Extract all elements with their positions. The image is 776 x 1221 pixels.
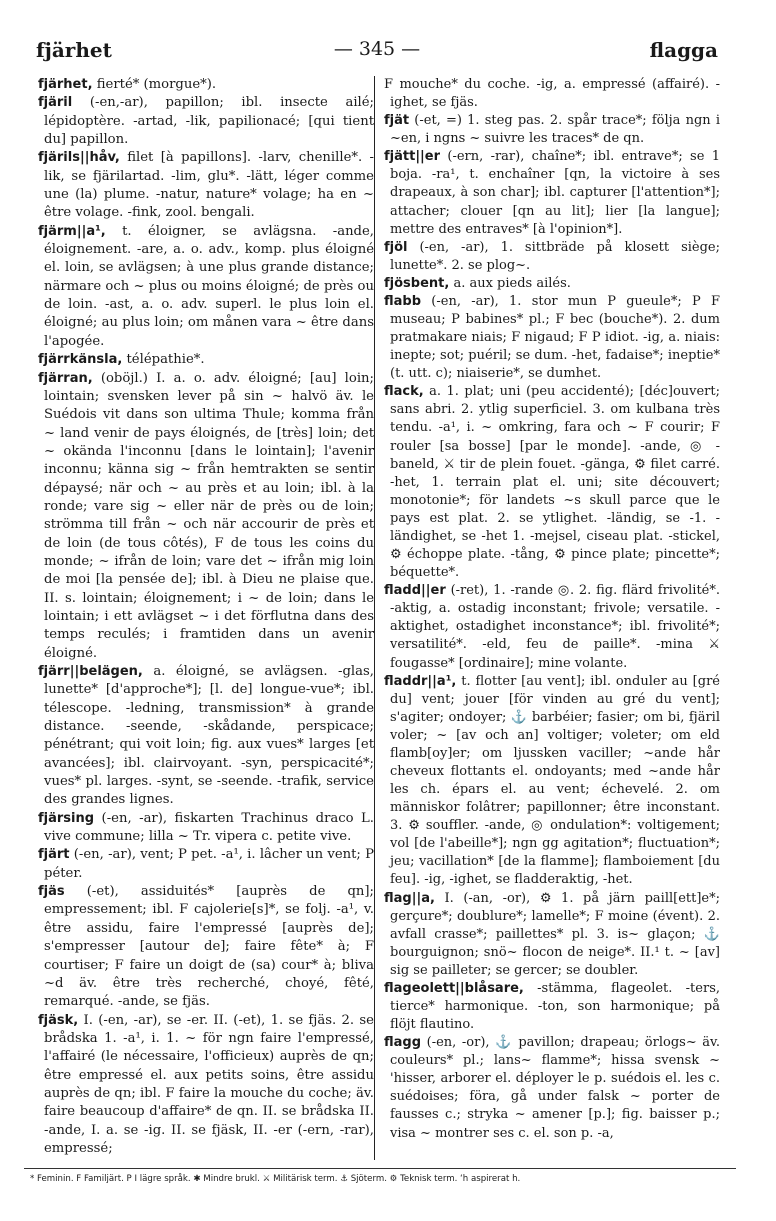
entry-headword: fjärm||a¹, bbox=[38, 223, 106, 239]
entry-definition: fierté* (morgue*). bbox=[96, 77, 217, 92]
entry-headword: fjärrkänsla, bbox=[38, 352, 123, 368]
dictionary-entry bbox=[38, 351, 374, 369]
entry-headword: fladdr||a¹, bbox=[384, 673, 457, 689]
entry-headword: fjärt bbox=[38, 847, 70, 863]
entry-definition: I. (-an, -or), ⚙ 1. på järn paill[ett]e*; gerçure*; doublure*; lamelle*; F moine (évent). 2. avfall crasse*; paillettes* pl. 3. is~ glaçon; ⚓ bourguignon; snö~ flocon de neige*. II.¹ t. ~ [av] sig se pailleter; se gercer; se doubler. bbox=[390, 890, 721, 978]
entry-headword: fjösbent, bbox=[384, 275, 450, 291]
entry-headword: fjärils||håv, bbox=[38, 150, 120, 166]
entry-definition: (-en, -ar), fiskarten Trachinus draco L. vive commune; lilla ~ Tr. vipera c. petite vive. bbox=[44, 810, 374, 845]
entry-headword: flack, bbox=[384, 384, 424, 400]
entry-headword: fjärhet, bbox=[38, 77, 93, 92]
dictionary-entry bbox=[384, 293, 720, 383]
entry-definition: t. flotter [au vent]; ibl. onduler au [gré du] vent; jouer [för vinden au gré du vent]; s'agiter; ondoyer; ⚓ barbéier; fasier; om bi, fjäril voler; ~ [av och an] voltiger; voleter; om eld flamb[oy]er; om ljussken vaciller; ~ande hår cheveux flottants el. ondoyants; med ~ande hår les ch. épars el. au vent; échevelé. 2. om människor folâtrer; papillonner; être inconstant. 3. ⚙ souffler. -ande, ◎ ondulation*: voltigement; vol [de l'abeille*]; ngn gg agitation*; fluctuation*; jeu; vacillation* [de la flamme]; flamboiement [du feu]. -ig, -ighet, se fladderaktig, -het. bbox=[390, 673, 720, 888]
entry-definition: t. éloigner, se avlägsna. -ande, éloignement. -are, a. o. adv., komp. plus éloigné el. loin, se avlägsen; à une plus grande distance; närmare och ~ plus ou moins éloigné; de près ou de loin. -ast, a. o. adv. superl. le plus loin el. éloigné; au plus loin; om månen vara ~ être dans l'apogée. bbox=[44, 223, 374, 349]
entry-headword: fjät bbox=[384, 113, 410, 129]
header-last-word: flagga bbox=[649, 38, 718, 62]
entry-definition: a. 1. plat; uni (peu accidenté); [déc]ouvert; sans abri. 2. ytlig superficiel. 3. om kulbana très tendu. -a¹, i. ~ omkring, fara och ~ F courir; F rouler [sa bosse] [par le monde]. -ande, ◎ -baneld, ⚔ tir de plein fouet. -gänga, ⚙ filet carré. -het, 1. terrain plat el. uni; site découvert; monotonie*; för landets ~s skull parce que le pays est plat. 2. se ytlighet. -ländig, se -1. -ländighet, se -het 1. -mejsel, ciseau plat. -stickel, ⚙ échoppe plate. -tång, ⚙ pince plate; pincette*; béquette*. bbox=[390, 384, 721, 581]
entry-definition: (-et), assiduités* [auprès de qn]; empressement; ibl. F cajolerie[s]*, se folj. -a¹, v. être assidu, faire l'empressé [auprès de]; s'empresser [autour de]; faire fête* à; F courtiser; F faire un doigt de (sa) cour* à; bliva ~d äv. être très recherché, choyé, fêté, remarqué. -ande, se fjäs. bbox=[44, 884, 374, 1010]
entry-definition: F mouche* du coche. -ig, a. empressé (affairé). -ighet, se fjäs. bbox=[384, 77, 720, 111]
dictionary-entry bbox=[38, 810, 374, 847]
abbreviation-legend: * Feminin. F Familjärt. P I lägre språk. ✱ Mindre brukl. ⚔ Militärisk term. ⚓ Sjöterm. ⚙ Teknisk term. ʻh aspirerat h. bbox=[30, 1174, 521, 1184]
entry-definition: (-en, -ar), 1. sittbräde på klosett siège; lunette*. 2. se plog~. bbox=[390, 239, 720, 273]
dictionary-entry bbox=[38, 846, 374, 883]
entry-definition: filet [à papillons]. -larv, chenille*. -lik, se fjärilartad. -lim, glu*. -lätt, léger comme une (la) plume. -natur, nature* volage; ha en ~ être volage. -fink, zool. bengali. bbox=[44, 150, 374, 221]
entry-headword: fladd||er bbox=[384, 583, 446, 599]
entry-headword: flagg bbox=[384, 1035, 422, 1051]
right-column bbox=[384, 76, 720, 1143]
entry-definition: (-et, =) 1. steg pas. 2. spår trace*; följa ngn i ~en, i ngns ~ suivre les traces* de qn. bbox=[390, 113, 720, 147]
dictionary-entry bbox=[38, 663, 374, 810]
entry-headword: fjäsk, bbox=[38, 1012, 79, 1028]
entry-definition: (-ern, -rar), chaîne*; ibl. entrave*; se 1 boja. -ra¹, t. enchaîner [qn, la victoire à ses drapeaux, à son char]; ibl. capturer [l'attention*]; attacher; clouer [qn au lit]; lier [la langue]; mettre des entraves* [à l'opinion*]. bbox=[390, 149, 720, 237]
dictionary-entry bbox=[384, 148, 720, 238]
entry-definition: (-en, -ar), 1. stor mun P gueule*; P F museau; P babines* pl.; F bec (bouche*). 2. dum pratmakare niais; F nigaud; F P idiot. -ig, a. niais: inepte; sot; puéril; se dum. -het, fadaise*; ineptie* (t. utt. c); niaiserie*, se dumhet. bbox=[390, 293, 720, 382]
dictionary-entry bbox=[384, 76, 720, 112]
dictionary-entry bbox=[384, 275, 720, 293]
dictionary-entry bbox=[38, 223, 374, 351]
entry-headword: flageolett||blåsare, bbox=[384, 980, 524, 996]
dictionary-entry bbox=[384, 582, 720, 672]
entry-headword: fjäs bbox=[38, 884, 65, 900]
entry-definition: a. aux pieds ailés. bbox=[453, 275, 571, 291]
entry-definition: (-ret), 1. -rande ◎. 2. fig. flärd frivolité*. -aktig, a. ostadig inconstant; frivole; versatile. -aktighet, ostadighet inconstance*; ibl. frivolité*; versatilité*. -eld, feu de paille*. -mina ⚔ fougasse* [ordinaire]; mine volante. bbox=[390, 583, 720, 671]
entry-headword: fjätt||er bbox=[384, 149, 441, 165]
entry-definition: (-en,-ar), papillon; ibl. insecte ailé; lépidoptère. -artad, -lik, papilionacé; [qui tient du] papillon. bbox=[44, 95, 374, 148]
dictionary-entry bbox=[384, 112, 720, 148]
entry-headword: fjärr||belägen, bbox=[38, 664, 143, 679]
dictionary-entry bbox=[38, 883, 374, 1011]
dictionary-entry bbox=[38, 149, 374, 222]
dictionary-entry bbox=[384, 980, 720, 1034]
page-number: — 345 — bbox=[333, 38, 421, 60]
entry-definition: -stämma, flageolet. -ters, tierce* harmonique. -ton, son harmonique; på flöjt flautino. bbox=[390, 980, 720, 1033]
entry-definition: I. (-en, -ar), se -er. II. (-et), 1. se fjäs. 2. se brådska 1. -a¹, i. 1. ~ för ngn faire l'empressé, l'affairé (le nécessaire, l'officieux) auprès de qn; être empressé el. aux petits soins, être assidu auprès de qn; ibl. F faire la mouche du coche; äv. faire beaucoup d'affaire* de qn. II. se brådska II. -ande, I. a. se -ig. II. se fjäsk, II. -er (-ern, -rar), empressé; bbox=[44, 1012, 374, 1156]
footnote-rule bbox=[24, 1168, 736, 1169]
dictionary-entry bbox=[38, 370, 374, 664]
entry-definition: a. éloigné, se avlägsen. -glas, lunette* [d'approche*]; [l. de] longue-vue*; ibl. télescope. -ledning, transmission* à grande distance. -seende, -skådande, perspicace; pénétrant; qui voit loin; fig. aux vues* larges [et avancées]; ibl. clairvoyant. -syn, perspicacité*; vues* pl. larges. -synt, se -seende. -trafik, service des grandes lignes. bbox=[44, 664, 374, 808]
dictionary-entry bbox=[384, 383, 720, 582]
dictionary-entry bbox=[384, 1034, 720, 1142]
dictionary-entry bbox=[38, 1012, 374, 1159]
entry-definition: (-en, -ar), vent; P pet. -a¹, i. lâcher un vent; P péter. bbox=[44, 847, 374, 881]
dictionary-entry bbox=[38, 76, 374, 94]
entry-headword: fjärsing bbox=[38, 810, 95, 826]
entry-headword: fjäril bbox=[38, 95, 73, 111]
entry-headword: fjärran, bbox=[38, 370, 93, 386]
entry-definition: télépathie*. bbox=[126, 352, 205, 368]
entry-headword: flag||a, bbox=[384, 890, 435, 906]
header-first-word: fjärhet bbox=[36, 38, 112, 62]
dictionary-entry bbox=[38, 94, 374, 149]
entry-definition: (-en, -or), ⚓ pavillon; drapeau; örlogs~ äv. couleurs* pl.; lans~ flamme*; hissa svensk ~ 'hisser, arborer el. déployer le p. suédois el. les c. suédoises; föra, gå under falsk ~ porter de fausses c.; stryka ~ amener [p.]; fig. baisser p.; visa ~ montrer ses c. el. son p. -a, bbox=[390, 1035, 720, 1141]
dictionary-entry bbox=[384, 890, 720, 980]
column-divider bbox=[374, 76, 375, 1160]
dictionary-entry bbox=[384, 239, 720, 275]
dictionary-entry bbox=[384, 673, 720, 890]
entry-headword: fjöl bbox=[384, 239, 408, 255]
page-header bbox=[36, 38, 718, 64]
entry-headword: flabb bbox=[384, 293, 422, 309]
left-column bbox=[38, 76, 374, 1158]
entry-definition: (oböjl.) I. a. o. adv. éloigné; [au] loin; lointain; svensken lever på sin ~ halvö äv. le Suédois vit dans son ultima Thule; komma från ~ land venir de pays éloignés, de [très] loin; det ~ okända l'inconnu [dans le lointain]; l'avenir inconnu; känna sig ~ från hemtrakten se sentir dépaysé; när och ~ au près et au loin; ibl. à la ronde; vare sig ~ eller när de près ou de loin; strömma till från ~ och när accourir de près et de loin (de tous côtés), F de tous les coins du monde; ~ ifrån de loin; vare det ~ ifrån mig loin de moi [la pensée de]; ibl. à Dieu ne plaise que. II. s. lointain; éloignement; i ~ de loin; dans le lointain; i ett avlägset ~ i det förflutna dans des temps reculés; i framtiden dans un avenir éloigné. bbox=[44, 370, 374, 661]
